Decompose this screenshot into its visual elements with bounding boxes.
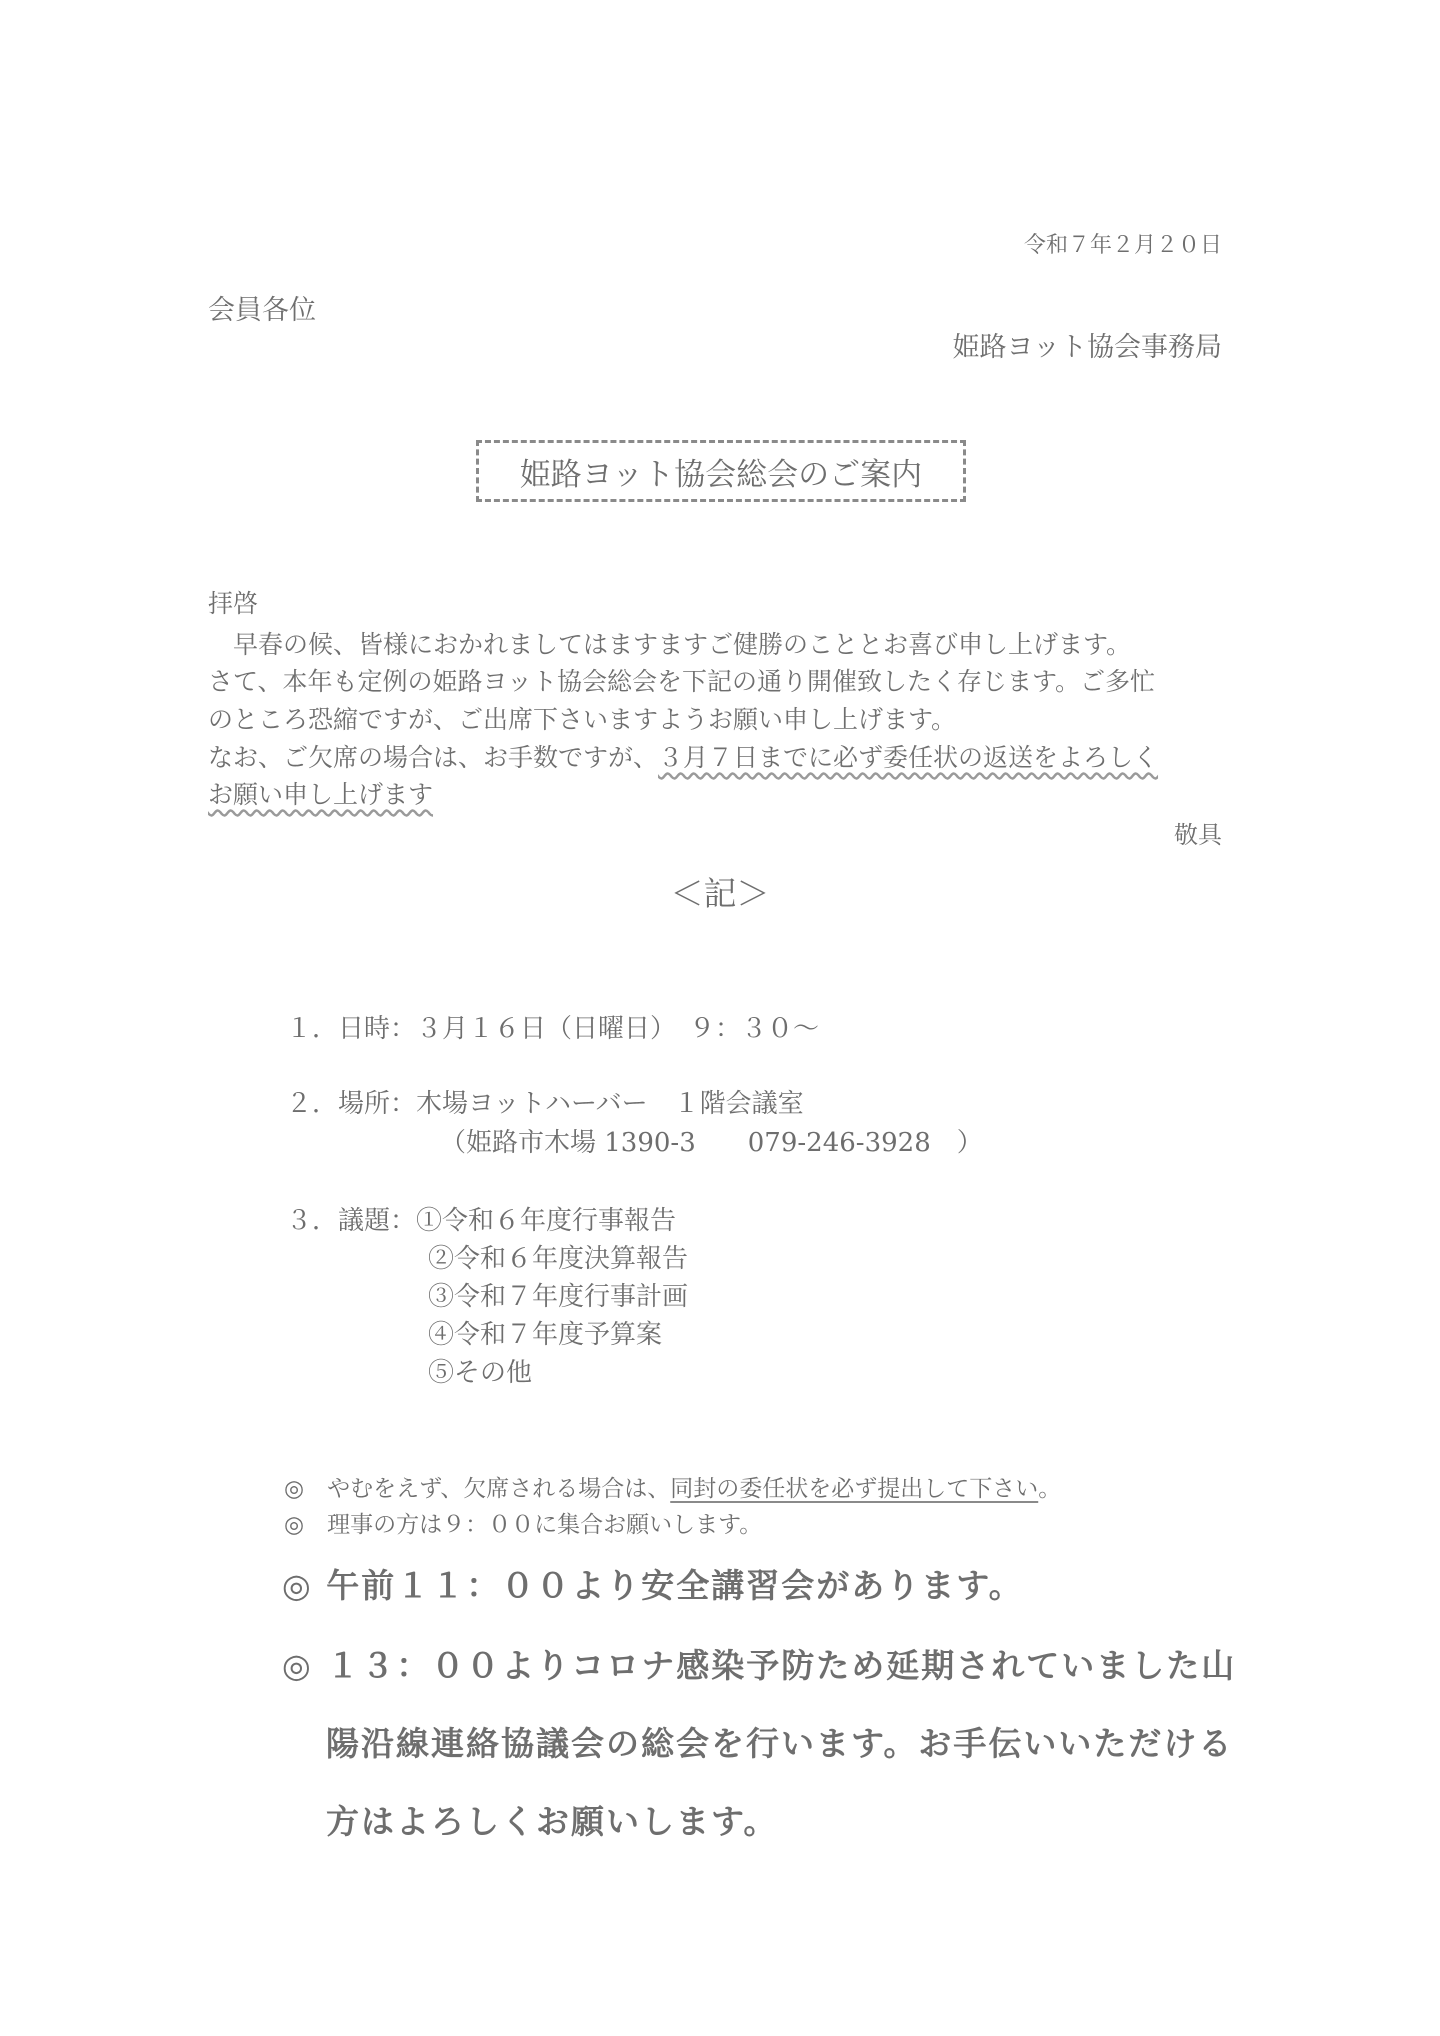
note-safety-course: ◎ 午前１１：００より安全講習会があります。: [282, 1566, 1024, 1605]
agenda-item: ④令和７年度予算案: [428, 1320, 663, 1350]
title-frame: [476, 440, 966, 502]
note-absence: [284, 1470, 1061, 1503]
body-line-4: [208, 738, 1158, 774]
item-address: （姫路市木場 1390-3 079-246-3928 ）: [440, 1128, 983, 1158]
body-line-2: さて、本年も定例の姫路ヨット協会総会を下記の通り開催致したく存じます。ご多忙: [208, 667, 1156, 696]
sender-name: 姫路ヨット協会事務局: [952, 332, 1222, 363]
note-absence-underlined: 同封の委任状を必ず提出して下さい: [670, 1476, 1039, 1502]
proxy-deadline-text: ３月７日までに必ず委任状の返送をよろしく: [658, 743, 1159, 772]
agenda-item: ②令和６年度決算報告: [428, 1244, 689, 1274]
body-line-1: 早春の候、皆様におかれましてはますますご健勝のこととお喜び申し上げます。: [208, 630, 1132, 659]
ki-heading: ＜記＞: [670, 874, 770, 913]
note-absence-suffix: 。: [1038, 1476, 1062, 1502]
item-datetime: １．日時：３月１６日（日曜日） ９：３０～: [286, 1014, 820, 1044]
body-line-3: のところ恐縮ですが、ご出席下さいますようお願い申し上げます。: [208, 705, 957, 734]
body-line-5: [208, 775, 433, 811]
item-agenda-head: ３．議題：①令和６年度行事報告: [286, 1206, 677, 1236]
note-absence-text: ◎ やむをえず、欠席される場合は、: [284, 1476, 671, 1502]
agenda-item: ⑤その他: [428, 1358, 533, 1388]
body-line-4-text: なお、ご欠席の場合は、お手数ですが、: [208, 743, 659, 772]
item-place: ２．場所：木場ヨットハーバー １階会議室: [286, 1089, 804, 1119]
salutation: 会員各位: [208, 295, 316, 326]
closing-word: 敬具: [1174, 821, 1222, 849]
note-general-meeting-line-3: 方はよろしくお願いします。: [326, 1802, 779, 1841]
note-general-meeting-line-2: 陽沿線連絡協議会の総会を行います。お手伝いいただける: [326, 1724, 1234, 1763]
agenda-item: ③令和７年度行事計画: [428, 1282, 689, 1312]
opening-greeting: 拝啓: [208, 589, 259, 618]
note-general-meeting-line-1: ◎ １３：００よりコロナ感染予防ため延期されていました山: [282, 1646, 1237, 1685]
document-title: 姫路ヨット協会総会のご案内: [519, 456, 923, 493]
document-date: 令和７年２月２０日: [1023, 233, 1222, 258]
proxy-request-text: お願い申し上げます: [208, 780, 434, 809]
note-directors: ◎ 理事の方は９：００に集合お願いします。: [284, 1512, 763, 1538]
